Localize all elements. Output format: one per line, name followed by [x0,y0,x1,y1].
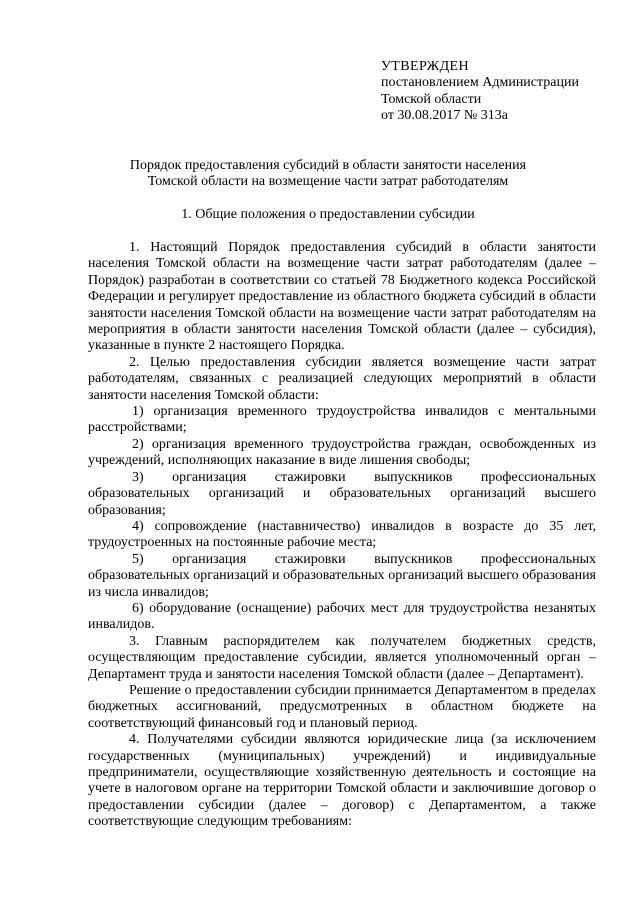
approval-line-1: постановлением Администрации [381,75,579,91]
list-item-1: 1) организация временного трудоустройства инвалидов с ментальными расстройствами; [88,404,596,436]
paragraph-4: 4. Получателями субсидии являются юридические лица (за исключением государственных (муниципальных) учреждений) и индивидуальные предприниматели, осуществляющие хозяйственную деятельность и состоящие на учете в налоговом органе на территории Томской области и заключившие договор о предоставлении субсидии (далее – договор) с Департаментом, а также соответствующие следующим требованиям: [88,732,596,830]
approval-line-2: Томской области [381,91,482,107]
list-item-4: 4) сопровождение (наставничество) инвалидов в возрасте до 35 лет, трудоустроенных на постоянные рабочие места; [88,518,596,551]
paragraph-2: 2. Целью предоставления субсидии является возмещение части затрат работодателям, связанных с реализацией следующих мероприятий в области занятости населения Томской области: [88,354,596,403]
list-item-2: 2) организация временного трудоустройства граждан, освобожденных из учреждений, исполняющих наказание в виде лишения свободы; [88,436,596,469]
approval-line-3: от 30.08.2017 № 313а [381,108,509,124]
paragraph-decision: Решение о предоставлении субсидии принимается Департаментом в пределах бюджетных ассигнований, предусмотренных в областном бюджете на соответствующий финансовый год и плановый период. [88,682,596,731]
list-item-3: 3) организация стажировки выпускников профессиональных образовательных организаций и образовательных организаций высшего образования; [88,469,596,518]
document-body [88,240,596,831]
document-title-line-1: Порядок предоставления субсидий в области занятости населения [129,158,527,173]
document-title [88,158,568,191]
list-item-6: 6) оборудование (оснащение) рабочих мест для трудоустройства незанятых инвалидов. [88,600,596,633]
paragraph-3: 3. Главным распорядителем как получателем бюджетных средств, осуществляющим предоставление субсидии, является уполномоченный орган – Департамент труда и занятости населения Томской области (далее – Департамент). [88,633,596,682]
approval-title: УТВЕРЖДЕН [381,59,470,74]
approval-stamp [381,59,621,125]
paragraph-1: 1. Настоящий Порядок предоставления субсидий в области занятости населения Томской области на возмещение части затрат работодателям (далее – Порядок) разработан в соответствии со статьей 78 Бюджетного кодекса Российской Федерации и регулирует предоставление из областного бюджета субсидий в области занятости населения Томской области на возмещение части затрат работодателям на мероприятия в области занятости населения Томской области (далее – субсидия), указанные в пункте 2 настоящего Порядка. [88,240,596,354]
list-item-5: 5) организация стажировки выпускников профессиональных образовательных организаций и образовательных организаций высшего образования из числа инвалидов; [88,551,596,600]
document-title-line-2: Томской области на возмещение части затрат работодателям [147,174,509,190]
section-heading: 1. Общие положения о предоставлении субсидии [181,207,475,222]
